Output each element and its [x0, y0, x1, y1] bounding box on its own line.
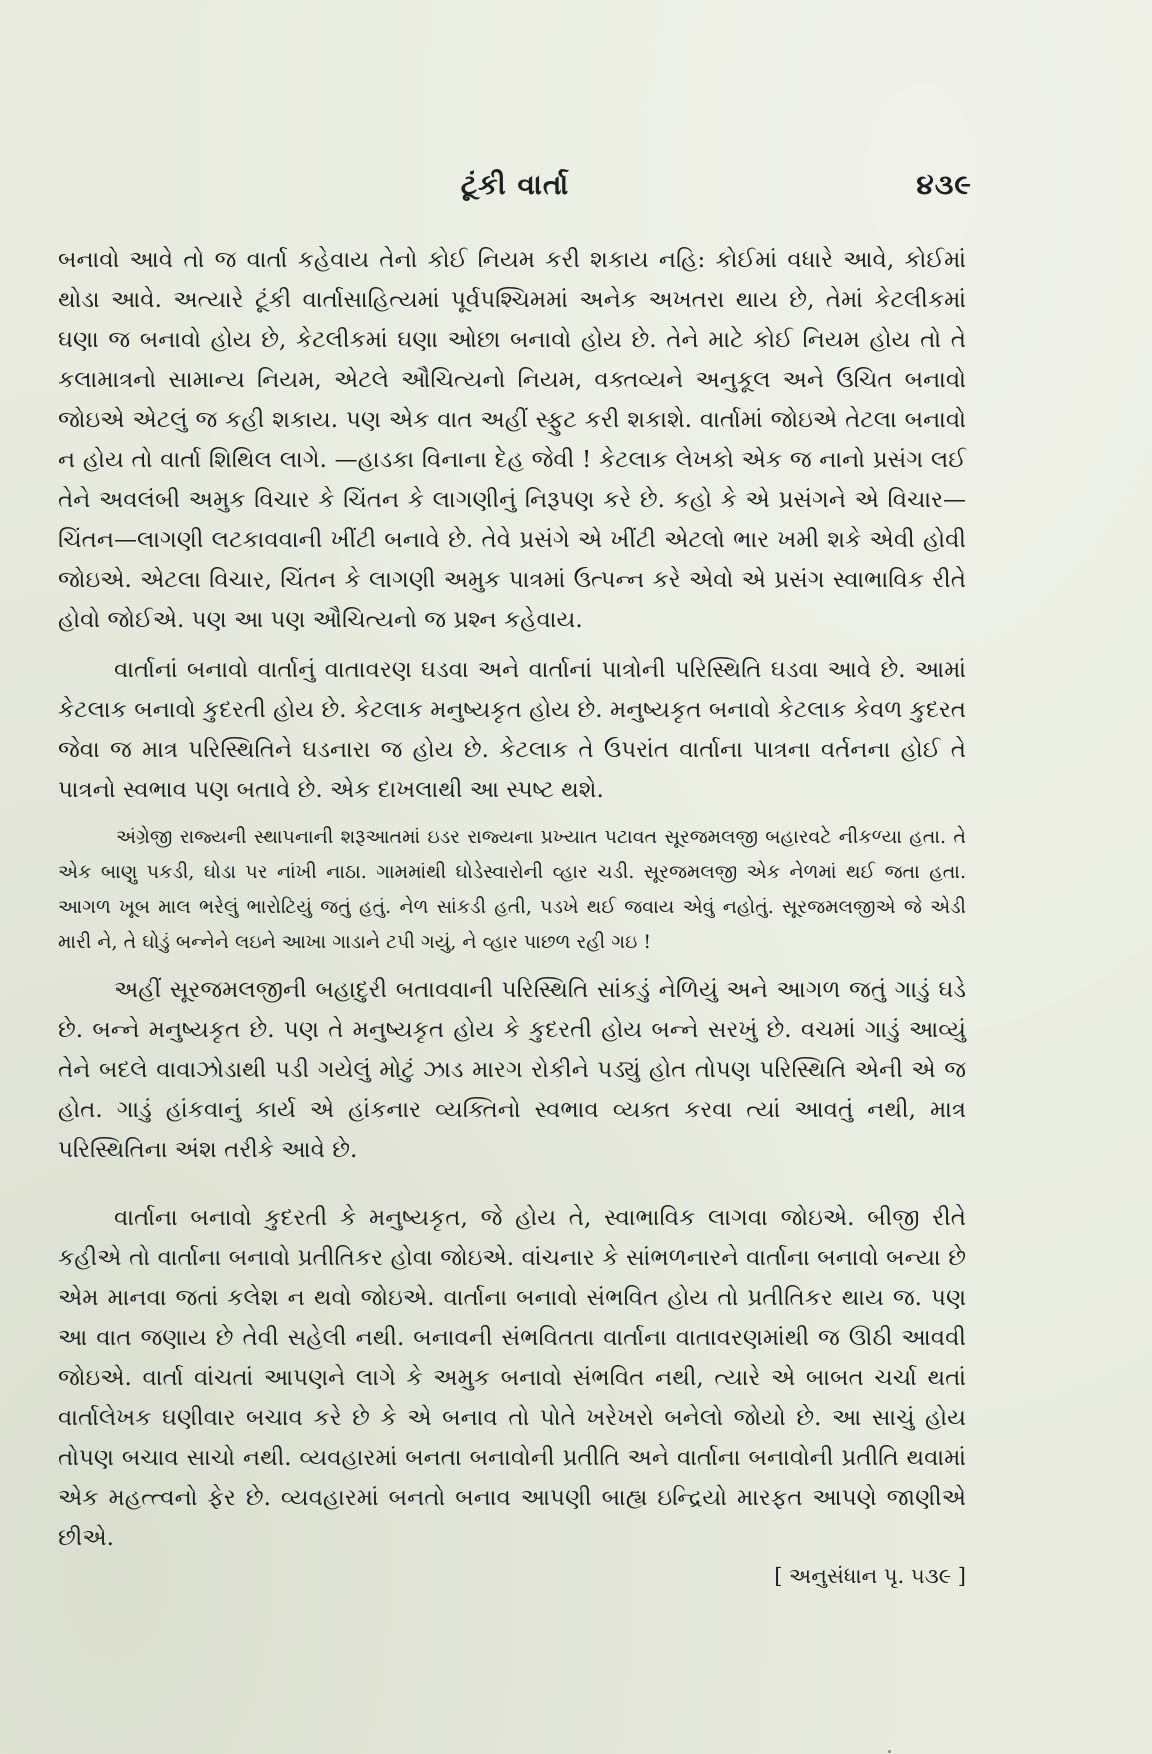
example-quote: અંગ્રેજી રાજ્યની સ્થાપનાની શરૂઆતમાં ઇડર રાજ્યના પ્રખ્યાત પટાવત સૂરજમલજી બહારવટે નીકળ્યા હતા. તે એક બાણુ પકડી, ઘોડા પર નાંખી નાઠા. ગામમાંથી ઘોડેસ્વારોની વ્હાર ચડી. સૂરજમલજી એક નેળમાં થઈ જતા હતા. આગળ ખૂબ માલ ભરેલું ભારોટિયું જતું હતું. નેળ સાંકડી હતી, પડખે થઈ જવાય એવું નહોતું. સૂરજમલજીએ જે એડી મારી ને, તે ઘોડું બન્નેને લઇને આખા ગાડાને ટપી ગયું, ને વ્હાર પાછળ રહી ગઇ !: [58, 826, 966, 953]
paper-speck: [888, 1750, 891, 1753]
paragraph-1: બનાવો આવે તો જ વાર્તા કહેવાય તેનો કોઈ નિયમ કરી શકાય નહિ: કોઈમાં વધારે આવે, કોઈમાં થોડા આવે. અત્યારે ટૂંકી વાર્તાસાહિત્યમાં પૂર્વપશ્ચિમમાં અનેક અખતરા થાય છે, તેમાં કેટલીકમાં ઘણા જ બનાવો હોય છે, કેટલીકમાં ઘણા ઓછા બનાવો હોય છે. તેને માટે કોઈ નિયમ હોય તો તે કલામાત્રનો સામાન્ય નિયમ, એટલે ઔચિત્યનો નિયમ, વક્તવ્યને અનુકૂલ અને ઉચિત બનાવો જોઇએ એટલું જ કહી શકાય. પણ એક વાત અહીં સ્ફુટ કરી શકાશે. વાર્તામાં જોઇએ તેટલા બનાવો ન હોય તો વાર્તા શિથિલ લાગે. —હાડકા વિનાના દેહ જેવી ! કેટલાક લેખકો એક જ નાનો પ્રસંગ લઈ તેને અવલંબી અમુક વિચાર કે ચિંતન કે લાગણીનું નિરૂપણ કરે છે. કહો કે એ પ્રસંગને એ વિચાર—ચિંતન—લાગણી લટકાવવાની ખીંટી બનાવે છે. તેવે પ્રસંગે એ ખીંટી એટલો ભાર ખમી શકે એવી હોવી જોઇએ. એટલા વિચાર, ચિંતન કે લાગણી અમુક પાત્રમાં ઉત્પન્ન કરે એવો એ પ્રસંગ સ્વાભાવિક રીતે હોવો જોઈએ. પણ આ પણ ઔચિત્યનો જ પ્રશ્ન કહેવાય.: [58, 247, 966, 633]
page-title: ટૂંકી વાર્તા: [460, 168, 570, 201]
running-header: [58, 168, 972, 212]
paragraph-3: અહીં સૂરજમલજીની બહાદુરી બતાવવાની પરિસ્થિતિ સાંકડું નેળિયું અને આગળ જતું ગાડું ઘડે છે. બન્ને મનુષ્યકૃત છે. પણ તે મનુષ્યકૃત હોય કે કુદરતી હોય બન્ને સરખું છે. વચમાં ગાડું આવ્યું તેને બદલે વાવાઝોડાથી પડી ગયેલું મોટું ઝાડ મારગ રોકીને પડ્યું હોત તોપણ પરિસ્થિતિ એની એ જ હોત. ગાડું હાંકવાનું કાર્ય એ હાંકનાર વ્યક્તિનો સ્વભાવ વ્યક્ત કરવા ત્યાં આવતું નથી, માત્ર પરિસ્થિતિના અંશ તરીકે આવે છે.: [58, 977, 966, 1163]
page-body: [58, 240, 966, 1589]
paragraph-4: વાર્તાના બનાવો કુદરતી કે મનુષ્યકૃત, જે હોય તે, સ્વાભાવિક લાગવા જોઇએ. બીજી રીતે કહીએ તો વાર્તાના બનાવો પ્રતીતિકર હોવા જોઇએ. વાંચનાર કે સાંભળનારને વાર્તાના બનાવો બન્યા છે એમ માનવા જતાં કલેશ ન થવો જોઇએ. વાર્તાના બનાવો સંભવિત હોય તો પ્રતીતિકર થાય જ. પણ આ વાત જણાય છે તેવી સહેલી નથી. બનાવની સંભવિતતા વાર્તાના વાતાવરણમાંથી જ ઊઠી આવવી જોઇએ. વાર્તા વાંચતાં આપણને લાગે કે અમુક બનાવો સંભવિત નથી, ત્યારે એ બાબત ચર્ચા થતાં વાર્તાલેખક ઘણીવાર બચાવ કરે છે કે એ બનાવ તો પોતે ખરેખરો બનેલો જોયો છે. આ સાચું હોય તોપણ બચાવ સાચો નથી. વ્યવહારમાં બનતા બનાવોની પ્રતીતિ અને વાર્તાના બનાવોની પ્રતીતિ થવામાં એક મહત્ત્વનો ફેર છે. વ્યવહારમાં બનતો બનાવ આપણી બાહ્ય ઇન્દ્રિયો મારફત આપણે જાણીએ છીએ.: [58, 1205, 966, 1551]
page-number: ૪૩૯: [916, 168, 972, 201]
continued-note: [ અનુસંધાન પૃ. ૫૩૯ ]: [774, 1564, 966, 1588]
paragraph-2: વાર્તાનાં બનાવો વાર્તાનું વાતાવરણ ઘડવા અને વાર્તાનાં પાત્રોની પરિસ્થિતિ ઘડવા આવે છે. આમાં કેટલાક બનાવો કુદરતી હોય છે. કેટલાક મનુષ્યકૃત હોય છે. મનુષ્યકૃત બનાવો કેટલાક કેવળ કુદરત જેવા જ માત્ર પરિસ્થિતિને ઘડનારા જ હોય છે. કેટલાક તે ઉપરાંત વાર્તાના પાત્રના વર્તનના હોઈ તે પાત્રનો સ્વભાવ પણ બતાવે છે. એક દાખલાથી આ સ્પષ્ટ થશે.: [58, 657, 966, 803]
